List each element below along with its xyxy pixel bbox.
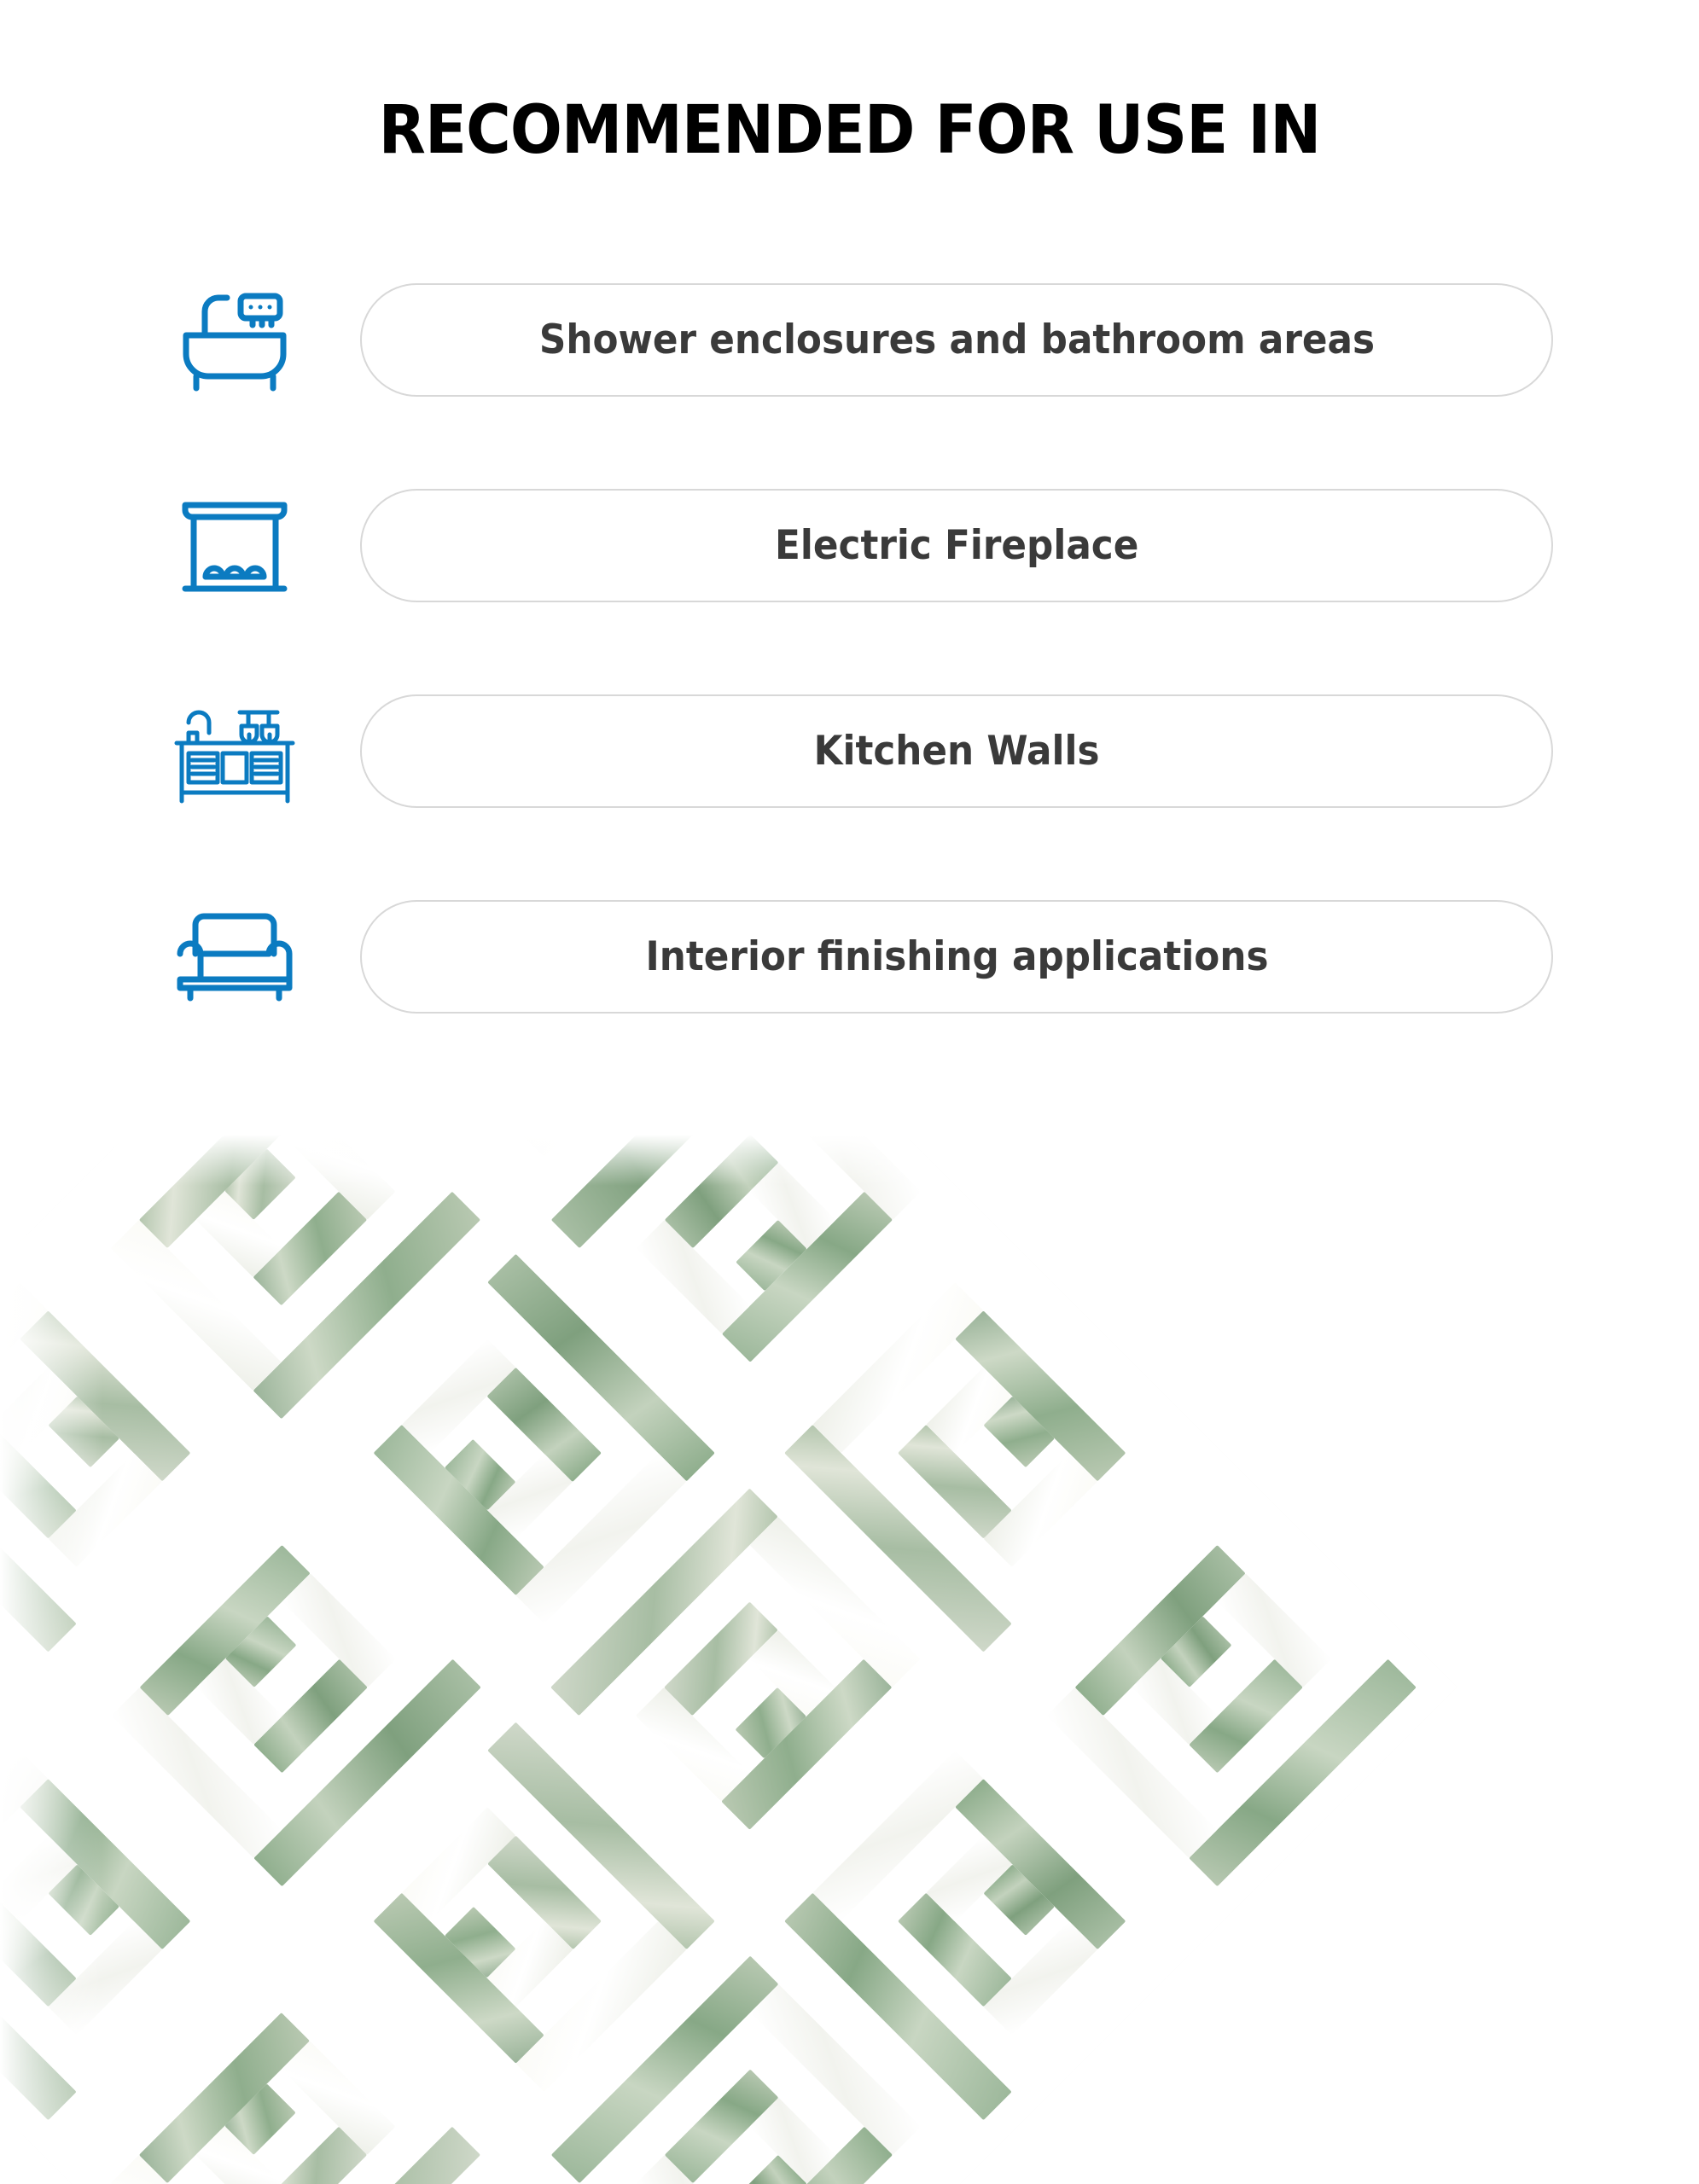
usage-pill-3[interactable] <box>360 694 1553 808</box>
page-title: RECOMMENDED FOR USE IN <box>378 92 1321 169</box>
usage-label: Kitchen Walls <box>813 727 1100 775</box>
mosaic-grid <box>0 1135 1457 2184</box>
usage-label: Interior finishing applications <box>645 932 1268 980</box>
kitchen-counter-icon <box>145 682 324 819</box>
list-item[interactable] <box>145 888 1553 1025</box>
usage-label: Shower enclosures and bathroom areas <box>538 316 1375 363</box>
fireplace-icon <box>145 477 324 613</box>
bathtub-shower-icon <box>145 271 324 408</box>
list-item[interactable] <box>145 271 1553 408</box>
mosaic-tile-sheet <box>0 1135 1457 2184</box>
list-item[interactable] <box>145 682 1553 819</box>
usage-label: Electric Fireplace <box>774 521 1139 569</box>
recommended-use-list <box>145 271 1553 1094</box>
list-item[interactable] <box>145 477 1553 613</box>
product-image <box>0 1135 1699 2184</box>
usage-pill-2[interactable] <box>360 489 1553 602</box>
usage-pill-1[interactable] <box>360 283 1553 397</box>
sofa-icon <box>145 888 324 1025</box>
usage-pill-4[interactable] <box>360 900 1553 1014</box>
